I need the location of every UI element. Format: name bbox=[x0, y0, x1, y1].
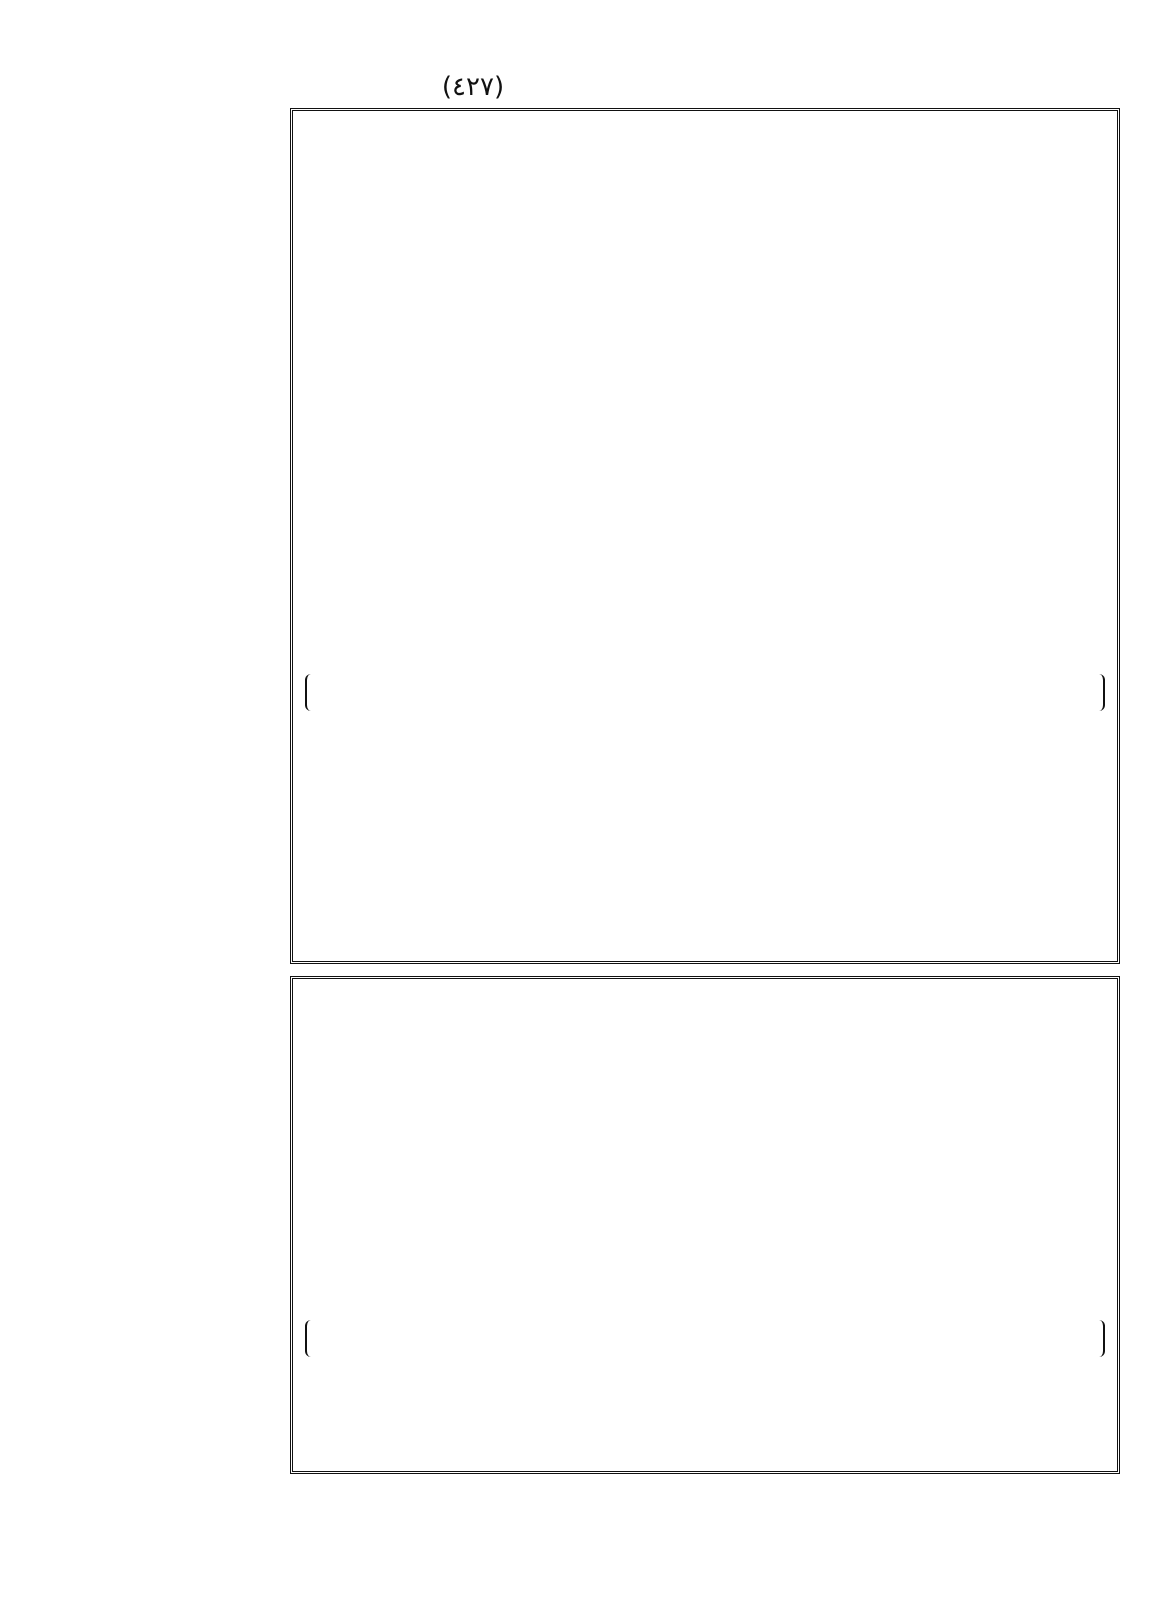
lower-text-line bbox=[305, 987, 1105, 1024]
upper-text-line bbox=[305, 822, 1105, 859]
upper-text-line bbox=[305, 637, 1105, 674]
margin-text-line bbox=[48, 248, 280, 288]
lower-text-line bbox=[305, 1061, 1105, 1098]
upper-text-line bbox=[305, 933, 1105, 970]
lower-text-line bbox=[305, 1246, 1105, 1283]
upper-text-line bbox=[305, 563, 1105, 600]
upper-text-line bbox=[305, 674, 1105, 711]
upper-text-line bbox=[305, 230, 1105, 267]
lower-text-line bbox=[305, 1209, 1105, 1246]
upper-text-line bbox=[305, 378, 1105, 415]
upper-text-line bbox=[305, 452, 1105, 489]
margin-text-line bbox=[48, 1288, 280, 1328]
margin-text-line bbox=[48, 1248, 280, 1288]
margin-text-line bbox=[48, 968, 280, 1008]
header-running-title bbox=[72, 38, 1132, 75]
lower-text-line bbox=[305, 1394, 1105, 1431]
margin-text-line bbox=[48, 128, 280, 168]
margin-text-line bbox=[48, 808, 280, 848]
margin-text-line bbox=[48, 568, 280, 608]
margin-text-line bbox=[48, 288, 280, 328]
upper-text-line bbox=[305, 193, 1105, 230]
upper-text-line bbox=[305, 119, 1105, 156]
upper-text-line bbox=[305, 304, 1105, 341]
margin-text-line bbox=[48, 1128, 280, 1168]
upper-text-line bbox=[305, 489, 1105, 526]
margin-text-line bbox=[48, 168, 280, 208]
margin-text-line bbox=[48, 648, 280, 688]
upper-text-line bbox=[305, 600, 1105, 637]
upper-text-line bbox=[305, 526, 1105, 563]
upper-text-line bbox=[305, 785, 1105, 822]
margin-text-line bbox=[48, 608, 280, 648]
upper-text-line bbox=[305, 156, 1105, 193]
page-number: (٤٢٧) bbox=[441, 72, 505, 102]
margin-text-line bbox=[48, 208, 280, 248]
upper-text-line bbox=[305, 748, 1105, 785]
margin-text-line bbox=[48, 1328, 280, 1368]
margin-text-line bbox=[48, 688, 280, 728]
margin-text-line bbox=[48, 768, 280, 808]
margin-text-line bbox=[48, 888, 280, 928]
lower-text-line bbox=[305, 1024, 1105, 1061]
margin-text-line bbox=[48, 848, 280, 888]
margin-text-line bbox=[48, 1368, 280, 1408]
margin-text-line bbox=[48, 408, 280, 448]
margin-text-line bbox=[48, 88, 280, 128]
margin-text-line bbox=[48, 448, 280, 488]
upper-text-line bbox=[305, 267, 1105, 304]
margin-text-line bbox=[48, 1048, 280, 1088]
lower-text-line bbox=[305, 1135, 1105, 1172]
upper-text-line bbox=[305, 415, 1105, 452]
margin-text-line bbox=[48, 1408, 280, 1448]
margin-text-line bbox=[48, 528, 280, 568]
margin-text-line bbox=[48, 928, 280, 968]
footer-running-line bbox=[290, 1482, 1120, 1542]
margin-text-line bbox=[48, 1488, 280, 1528]
lower-text-line bbox=[305, 1283, 1105, 1320]
margin-text-line bbox=[48, 328, 280, 368]
margin-text-line bbox=[48, 1208, 280, 1248]
margin-text-line bbox=[48, 488, 280, 528]
upper-commentary-box bbox=[290, 108, 1120, 964]
lower-text-line bbox=[305, 1320, 1105, 1357]
margin-text-line bbox=[48, 368, 280, 408]
lower-commentary-box bbox=[290, 976, 1120, 1474]
upper-text-line bbox=[305, 341, 1105, 378]
lower-text-line bbox=[305, 1172, 1105, 1209]
margin-text-line bbox=[48, 1168, 280, 1208]
upper-text-line bbox=[305, 711, 1105, 748]
margin-text-line bbox=[48, 1088, 280, 1128]
margin-text-line bbox=[48, 1008, 280, 1048]
margin-text-line bbox=[48, 728, 280, 768]
lower-text-line bbox=[305, 1431, 1105, 1468]
upper-text-line bbox=[305, 859, 1105, 896]
lower-text-line bbox=[305, 1357, 1105, 1394]
upper-text-line bbox=[305, 896, 1105, 933]
lower-text-line bbox=[305, 1098, 1105, 1135]
margin-text-line bbox=[48, 1448, 280, 1488]
margin-commentary-column bbox=[48, 88, 280, 1493]
